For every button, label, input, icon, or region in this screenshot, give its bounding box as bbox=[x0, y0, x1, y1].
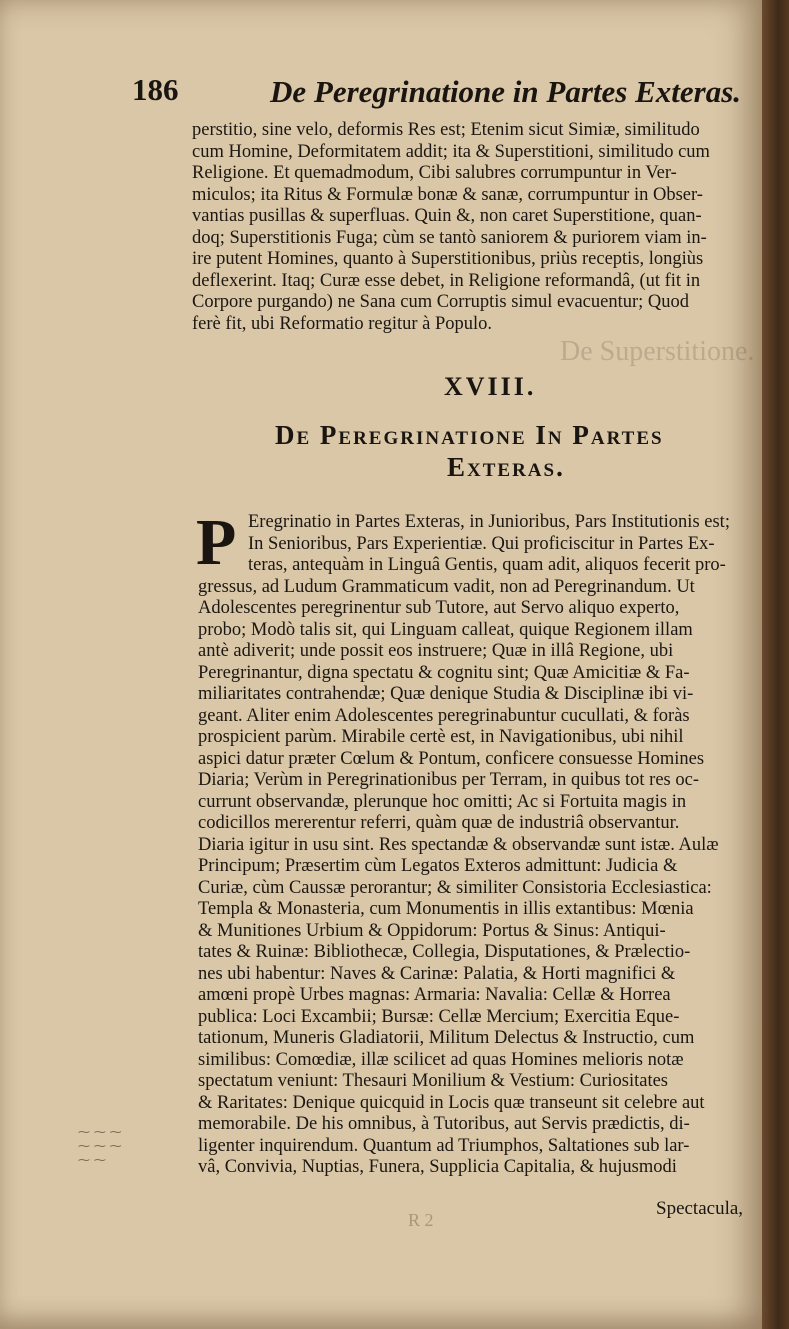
chapter-title: De Peregrinatione In Partes bbox=[275, 420, 664, 450]
text-line: & Munitiones Urbium & Oppidorum: Portus & Sinus: Antiqui- bbox=[198, 920, 666, 941]
signature-mark: R 2 bbox=[408, 1210, 434, 1230]
text-line: cum Homine, Deformitatem addit; ita & Superstitioni, similitudo cum bbox=[192, 141, 710, 162]
text-line: ferè fit, ubi Reformatio regitur à Populo. bbox=[192, 313, 493, 334]
text-line: Diaria; Verùm in Peregrinationibus per Terram, in quibus tot res oc- bbox=[198, 770, 699, 790]
text-line: deflexerint. Itaq; Curæ esse debet, in Religione reformandâ, (ut fit in bbox=[192, 270, 701, 291]
text-line: tates & Ruinæ: Bibliothecæ, Collegia, Disputationes, & Prælectio- bbox=[198, 942, 691, 962]
text-line: gressus, ad Ludum Grammaticum vadit, non ad Peregrinandum. Ut bbox=[198, 576, 695, 597]
text-line: Adolescentes peregrinentur sub Tutore, aut Servo aliquo experto, bbox=[198, 598, 680, 618]
text-line: Peregrinantur, digna spectatu & cognitu sint; Quæ Amicitiæ & Fa- bbox=[198, 662, 690, 683]
text-line: Corpore purgando) ne Sana cum Corruptis simul evacuentur; Quod bbox=[192, 292, 689, 312]
text-line: Diaria igitur in usu sint. Res spectandæ & observandæ sunt istæ. Aulæ bbox=[198, 834, 719, 855]
text-line: codicillos mererentur referri, quàm quæ de industriâ observantur. bbox=[198, 813, 680, 833]
text-line: memorabile. De his omnibus, à Tutoribus, aut Servis prædictis, di- bbox=[198, 1114, 690, 1134]
text-line: publica: Loci Excambii; Bursæ: Cellæ Mercium; Exercitia Eque- bbox=[198, 1006, 680, 1027]
top-paragraph bbox=[192, 120, 762, 335]
text-line: vâ, Convivia, Nuptias, Funera, Supplicia Capitalia, & hujusmodi bbox=[198, 1157, 677, 1177]
text-line: amœni propè Urbes magnas: Armaria: Navalia: Cellæ & Horrea bbox=[198, 985, 671, 1005]
text-line: teras, antequàm in Linguâ Gentis, quam adit, aliquos fecerit pro- bbox=[248, 555, 726, 575]
page-number: 186 bbox=[132, 72, 179, 107]
text-line: In Senioribus, Pars Experientiæ. Qui proficiscitur in Partes Ex- bbox=[248, 533, 715, 554]
margin-note-bleed: ⁓ ⁓ ⁓ ⁓ ⁓ ⁓ ⁓ ⁓ bbox=[78, 1125, 122, 1167]
text-line: ligenter inquirendum. Quantum ad Triumphos, Saltationes sub lar- bbox=[198, 1135, 690, 1156]
main-paragraph bbox=[196, 506, 755, 1179]
text-line: prospicient parùm. Mirabile certè est, in Navigationibus, ubi nihil bbox=[198, 727, 684, 747]
bleed-through-text: De Superstitione. bbox=[560, 336, 755, 367]
text-line: Eregrinatio in Partes Exteras, in Junioribus, Pars Institutionis est; bbox=[248, 512, 730, 532]
text-line: doq; Superstitionis Fuga; cùm se tantò saniorem & puriorem viam in- bbox=[192, 227, 707, 248]
chapter-title-continued: Exteras. bbox=[447, 452, 565, 482]
drop-cap-initial: P bbox=[196, 506, 237, 579]
text-line: Templa & Monasteria, cum Monumentis in illis extantibus: Mœnia bbox=[198, 899, 694, 919]
page-edge bbox=[762, 0, 789, 1329]
text-line: geant. Aliter enim Adolescentes peregrinabuntur cucullati, & foràs bbox=[198, 705, 690, 726]
text-line: currunt observandæ, plerunque hoc omitti; Ac si Fortuita magis in bbox=[198, 791, 687, 812]
text-line: & Raritates: Denique quicquid in Locis quæ transeunt sit celebre aut bbox=[198, 1092, 705, 1113]
text-line: Curiæ, cùm Caussæ perorantur; & similiter Consistoria Ecclesiastica: bbox=[198, 877, 712, 898]
text-line: vantias pusillas & superfluas. Quin &, non caret Superstitione, quan- bbox=[192, 206, 702, 226]
text-line: Principum; Præsertim cùm Legatos Exteros admittunt: Judicia & bbox=[198, 856, 678, 876]
text-line: ire putent Homines, quanto à Superstitionibus, priùs receptis, longiùs bbox=[192, 249, 704, 269]
text-line: aspici datur præter Cœlum & Pontum, conficere consuesse Homines bbox=[198, 748, 705, 769]
text-line: Religione. Et quemadmodum, Cibi salubres corrumpuntur in Ver- bbox=[192, 163, 677, 183]
text-line: perstitio, sine velo, deformis Res est; Etenim sicut Simiæ, similitudo bbox=[192, 120, 700, 140]
catchword: Spectacula, bbox=[656, 1198, 744, 1219]
text-line: miliaritates contrahendæ; Quæ denique Studia & Disciplinæ ibi vi- bbox=[198, 684, 694, 704]
text-line: miculos; ita Ritus & Formulæ bonæ & sanæ, corrumpuntur in Obser- bbox=[192, 184, 703, 205]
text-line: antè adiverit; unde possit eos instruere; Quæ in illâ Regione, ubi bbox=[198, 641, 674, 661]
text-line: tationum, Muneris Gladiatorii, Militum Delectus & Instructio, cum bbox=[198, 1028, 695, 1048]
text-line: spectatum veniunt: Thesauri Monilium & Vestium: Curiositates bbox=[198, 1071, 668, 1091]
text-line: probo; Modò talis sit, qui Linguam calleat, quique Regionem illam bbox=[198, 619, 693, 640]
text-line: similibus: Comœdiæ, illæ scilicet ad quas Homines melioris notæ bbox=[198, 1049, 684, 1070]
running-title: De Peregrinatione in Partes Exteras. bbox=[270, 74, 742, 109]
chapter-number: XVIII. bbox=[444, 372, 537, 401]
text-line: nes ubi habentur: Naves & Carinæ: Palatia, & Horti magnifici & bbox=[198, 963, 676, 984]
